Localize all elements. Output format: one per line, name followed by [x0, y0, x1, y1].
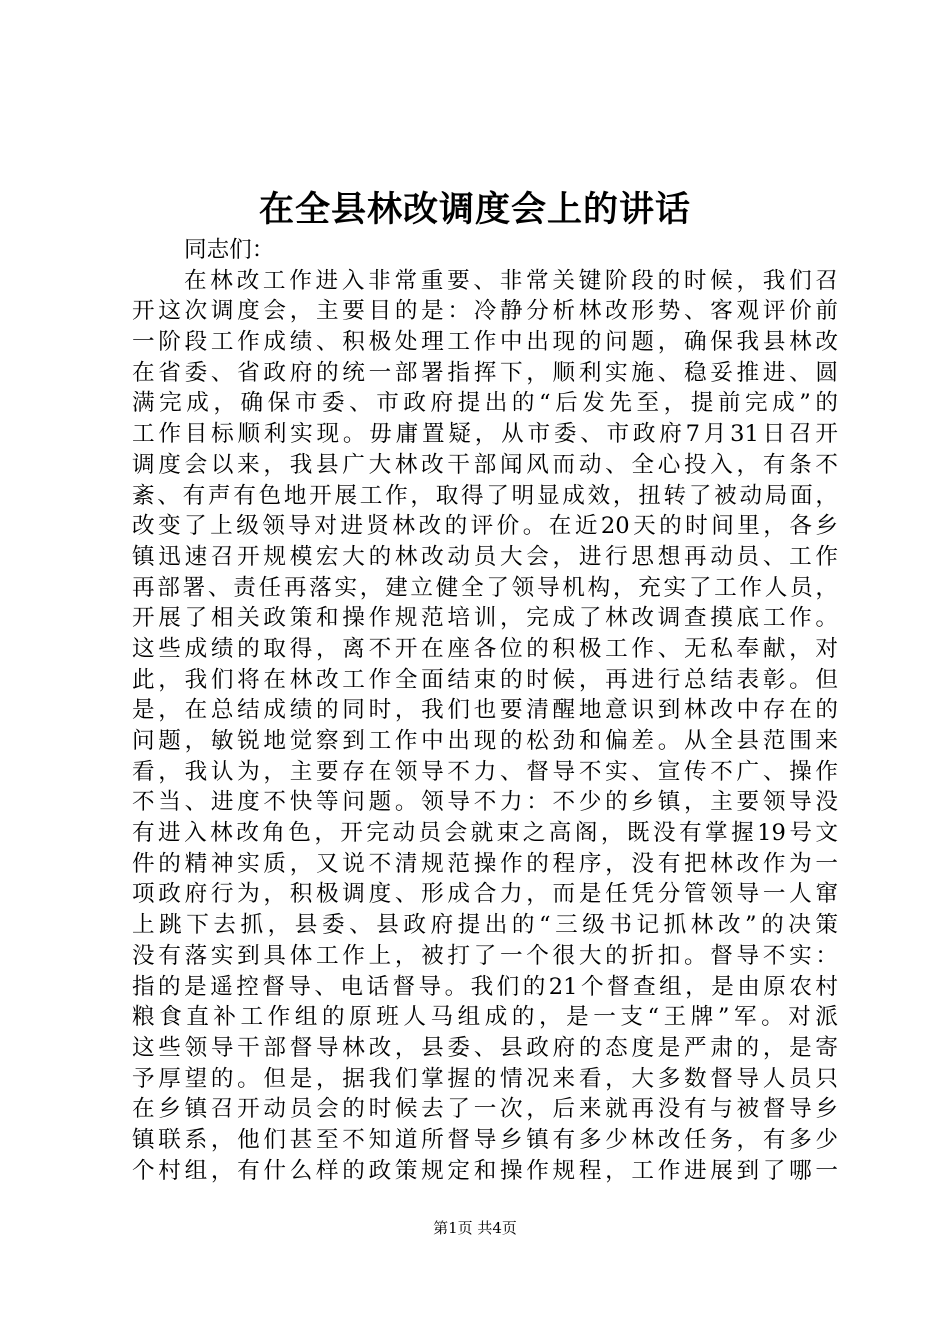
body-line: 粮食直补工作组的原班人马组成的，是一支“王牌”军。对派: [132, 1004, 838, 1031]
body-line: 问题，敏锐地觉察到工作中出现的松劲和偏差。从全县范围来: [132, 728, 838, 754]
body-line: 一阶段工作成绩、积极处理工作中出现的问题，确保我县林改: [132, 329, 838, 356]
body-line: 调度会以来，我县广大林改干部闻风而动、全心投入，有条不: [132, 451, 838, 478]
body-line: 改变了上级领导对进贤林改的评价。在近20天的时间里，各乡: [132, 513, 838, 540]
body-line: 再部署、责任再落实，建立健全了领导机构，充实了工作人员，: [132, 574, 838, 601]
body-line: 项政府行为，积极调度、形成合力，而是任凭分管领导一人窜: [132, 881, 838, 908]
body-line: 在林改工作进入非常重要、非常关键阶段的时候，我们召: [184, 267, 838, 294]
salutation: 同志们：: [184, 237, 275, 263]
body-line: 指的是遥控督导、电话督导。我们的21个督查组，是由原农村: [132, 973, 838, 1000]
body-line: 看，我认为，主要存在领导不力、督导不实、宣传不广、操作: [132, 758, 838, 785]
body-line: 镇迅速召开规模宏大的林改动员大会，进行思想再动员、工作: [132, 543, 838, 570]
document-title: 在全县林改调度会上的讲话: [258, 189, 691, 230]
body-line: 上跳下去抓，县委、县政府提出的“三级书记抓林改”的决策: [132, 912, 838, 939]
body-line: 有进入林改角色，开完动员会就束之高阁，既没有掌握19号文: [132, 820, 838, 847]
document-body: [132, 235, 838, 1186]
body-line: 工作目标顺利实现。毋庸置疑，从市委、市政府7月31日召开: [132, 421, 838, 448]
body-line: 没有落实到具体工作上，被打了一个很大的折扣。督导不实：: [132, 942, 838, 969]
body-line: 这些领导干部督导林改，县委、县政府的态度是严肃的，是寄: [132, 1034, 838, 1061]
body-line: 这些成绩的取得，离不开在座各位的积极工作、无私奉献，对: [132, 635, 838, 662]
body-line: 开展了相关政策和操作规范培训，完成了林改调查摸底工作。: [132, 605, 838, 632]
body-line: 紊、有声有色地开展工作，取得了明显成效，扭转了被动局面，: [132, 482, 838, 509]
body-line: 在省委、省政府的统一部署指挥下，顺利实施、稳妥推进、圆: [132, 359, 838, 386]
body-line: 是，在总结成绩的同时，我们也要清醒地意识到林改中存在的: [132, 697, 838, 724]
page-footer: 第1页 共4页: [433, 1219, 517, 1237]
body-line: 开这次调度会，主要目的是：冷静分析林改形势、客观评价前: [132, 298, 838, 325]
body-line: 满完成，确保市委、市政府提出的“后发先至，提前完成”的: [132, 390, 838, 417]
body-line: 个村组，有什么样的政策规定和操作规程，工作进展到了哪一: [132, 1157, 838, 1184]
body-line: 件的精神实质，又说不清规范操作的程序，没有把林改作为一: [132, 850, 838, 877]
body-line: 镇联系，他们甚至不知道所督导乡镇有多少林改任务，有多少: [132, 1126, 838, 1153]
body-line: 予厚望的。但是，据我们掌握的情况来看，大多数督导人员只: [132, 1065, 838, 1092]
body-line: 此，我们将在林改工作全面结束的时候，再进行总结表彰。但: [132, 666, 838, 693]
body-line: 不当、进度不快等问题。领导不力：不少的乡镇，主要领导没: [132, 789, 838, 816]
body-line: 在乡镇召开动员会的时候去了一次，后来就再没有与被督导乡: [132, 1096, 838, 1123]
